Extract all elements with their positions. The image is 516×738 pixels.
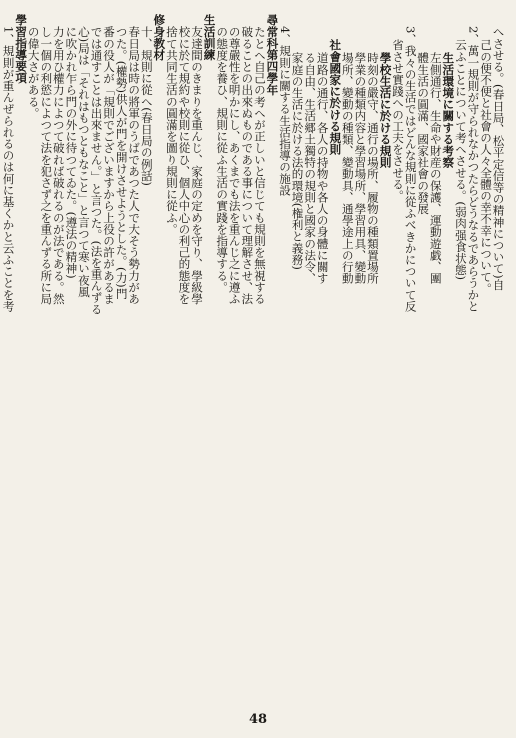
text-line: る自由、生活郷土獨特の規則と國家の法令、 [303, 52, 318, 284]
text-line: 心)局は「それはもつともなこと」と言つて寒い夜風 [76, 26, 91, 298]
section-heading: 生活訓練 [202, 14, 217, 61]
text-line: 場所、變動の種類、變動具、通學途上の行動 [340, 52, 355, 284]
subheading: 生活環境に關する考察 [441, 52, 456, 168]
section-heading: 尋常科第四學年 [265, 14, 280, 96]
text-line: では通すことは出來ません。」と言つた。(法を重んずる [89, 26, 104, 315]
text-line: 時刻の嚴守、通行の場所、履物の種類置場所 [365, 52, 380, 284]
text-line: の偉大さがある。 [26, 26, 41, 119]
text-line: 3、我々の生活ではどんな規則に從ふべきかについて反 [403, 26, 418, 312]
text-line: し一個の利慾によつて法を犯さず之を重んずる所に局 [39, 26, 54, 305]
text-line: へさせる。(春日局、松平定信等の精神について)自 [491, 26, 506, 291]
text-line: 己の便不便と社會の人々全體の幸不幸について。 [479, 39, 494, 295]
text-line: 云ふことについて考へさせる。(弱肉强食状態) [453, 39, 468, 281]
text-line: 番の役人が「規則でございますから上役の許があるま [102, 26, 117, 305]
text-line: 1、規則が重んぜられるのは何に基くかと云ふことを考 [1, 26, 16, 312]
page-number: 48 [248, 712, 268, 727]
text-line: 友達間のきまりを重んじ、家庭の定めを守り、學級學 [190, 26, 205, 305]
text-line: 左側通行、生命や財産の保護、運動遊戯、團 [428, 52, 443, 284]
text-line: 2、萬一規則が守られなかつたらどうなるであらうかと [466, 26, 481, 312]
text-line: 破ることの出來ぬものである事について理解させ、法 [240, 26, 255, 305]
text-line: の態度を養ひ、規則に從ふ生活の實踐を指導する。 [215, 26, 230, 293]
text-line: つた。(權勢)供人が門を開けさせようとした。(力)門 [114, 26, 129, 300]
text-line: 捨て共同生活の圓滿を圖り規則に從ふ。 [164, 26, 179, 235]
text-line: たとへ自己の考へが正しいと信じても規則を無視する [252, 26, 267, 305]
text-line: 道路の通行、各人の持物や各人の身體に關す [315, 52, 330, 284]
text-line: 力を用ひ權力によつて破れば破れるのが法である。然 [51, 26, 66, 305]
text-line: に吹かれ乍ら門の外に待つてゐた。(遵法の精神) [64, 26, 79, 279]
text-line: 春日局は時の將軍のうばであつた人で大そう勢力があ [127, 26, 142, 305]
text-line: 十、規則に從へ(春日局の例話) [139, 26, 154, 186]
text-line: 學業の種類内容と學習場所、學習用具、變動 [353, 52, 368, 284]
text-line: 4、規則に關する生活指導の施設 [278, 26, 292, 196]
section-heading: 修身教材 [152, 14, 167, 61]
text-line: 家庭の生活に於ける法的環境(権利と義務) [290, 52, 305, 270]
subheading: 學校生活に於ける規則 [378, 52, 393, 168]
text-line: 體生活の圓滿、國家社會の發展 [416, 52, 431, 215]
text-line: の尊嚴性を明かにし、あくまでも法を重んじ之に遵ふ [227, 26, 242, 305]
section-heading: 學習指導要項 [14, 14, 29, 84]
text-line: 校に於て規約や校則に從ひ、個人中心の利己的態度を [177, 26, 192, 305]
subheading: 社會國家に於ける規則 [328, 39, 343, 155]
text-line: 省させ實踐への工夫をさせる。 [391, 39, 406, 202]
